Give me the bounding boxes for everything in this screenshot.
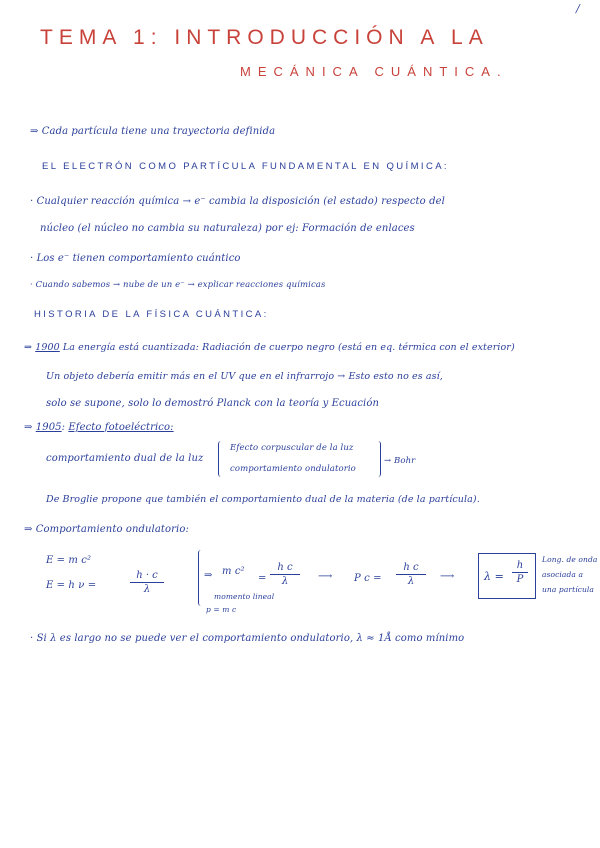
eq-einstein: E = m c² — [46, 555, 92, 566]
intro-bullet: ⇒ Cada partícula tiene una trayectoria definida — [30, 126, 276, 137]
dual-light-result: → Bohr — [384, 456, 416, 466]
eq-mc2: m c² — [222, 566, 245, 577]
history-1900-line3: solo se supone, solo lo demostró Planck con la teoría y Ecuación — [46, 398, 380, 409]
history-1900-line2: Un objeto debería emitir más en el UV que en el infrarrojo → Esto esto no es así, — [46, 371, 443, 382]
electron-bullet-2: · Los e⁻ tienen comportamiento cuántico — [30, 253, 241, 264]
history-1900-line1: ⇒ 1900 La energía está cuantizada: Radiación de cuerpo negro (está en eq. térmica con el exterior) — [24, 342, 515, 353]
wave-heading: ⇒ Comportamiento ondulatorio: — [24, 524, 189, 535]
page-title: TEMA 1: INTRODUCCIÓN A LA — [40, 26, 489, 49]
fraction-hc-lambda-2: h c λ — [270, 562, 300, 587]
brace-right — [374, 441, 381, 477]
brace-left — [218, 441, 225, 477]
dual-light-top: Efecto corpuscular de la luz — [230, 443, 354, 453]
eq-planck: E = h ν = — [46, 580, 97, 591]
momentum-note: momento lineal — [214, 592, 275, 601]
arrow-icon: ⇒ — [204, 570, 213, 581]
arrow-icon: ⇒ — [30, 126, 42, 137]
history-1905-line: ⇒ 1905: Efecto fotoeléctrico: — [24, 422, 174, 433]
dual-light-label: comportamiento dual de la luz — [46, 453, 204, 464]
bullet-icon: · — [30, 633, 37, 644]
fraction-hc-lambda-1: h · c λ — [130, 570, 164, 595]
fraction-hc-lambda-3: h c λ — [396, 562, 426, 587]
dual-light-bottom: comportamiento ondulatorio — [230, 464, 356, 474]
section-heading-history: HISTORIA DE LA FÍSICA CUÁNTICA: — [34, 309, 269, 320]
eq-pc: P c = — [354, 573, 382, 584]
bullet-icon: · — [30, 280, 36, 290]
eq-lambda: λ = — [484, 570, 504, 583]
electron-bullet-3: · Cuando sabemos → nube de un e⁻ → explicar reacciones químicas — [30, 280, 326, 290]
final-bullet: · Si λ es largo no se puede ver el comportamiento ondulatorio, λ ≈ 1Å como mínimo — [30, 633, 465, 644]
equals-sign: = — [258, 573, 267, 584]
page-subtitle: MECÁNICA CUÁNTICA. — [240, 64, 508, 79]
arrow-icon: ⟶ — [318, 571, 333, 582]
electron-bullet-1: · Cualquier reacción química → e⁻ cambia la disposición (el estado) respecto del — [30, 196, 445, 207]
bullet-icon: · — [30, 196, 37, 207]
section-heading-electron: EL ELECTRÓN COMO PARTÍCULA FUNDAMENTAL EN QUÍMICA: — [42, 161, 449, 172]
electron-bullet-1-cont: núcleo (el núcleo no cambia su naturaleza) por ej: Formación de enlaces — [40, 223, 415, 234]
side-note-1: Long. de onda — [542, 555, 598, 564]
arrow-icon: ⇒ — [24, 342, 36, 353]
arrow-icon: ⟶ — [440, 571, 455, 582]
broglie-line: De Broglie propone que también el comportamiento dual de la materia (de la partícula). — [46, 494, 480, 505]
side-note-3: una partícula — [542, 585, 594, 594]
momentum-equation: p = m c — [206, 605, 237, 614]
side-note-2: asociada a — [542, 570, 584, 579]
arrow-icon: ⇒ — [24, 422, 36, 433]
fraction-h-p: h P — [512, 560, 528, 585]
year-1900: 1900 — [35, 342, 60, 353]
corner-mark: / — [576, 2, 580, 15]
arrow-icon: ⇒ — [24, 524, 36, 535]
bullet-icon: · — [30, 253, 37, 264]
year-1905: 1905 — [35, 422, 62, 433]
